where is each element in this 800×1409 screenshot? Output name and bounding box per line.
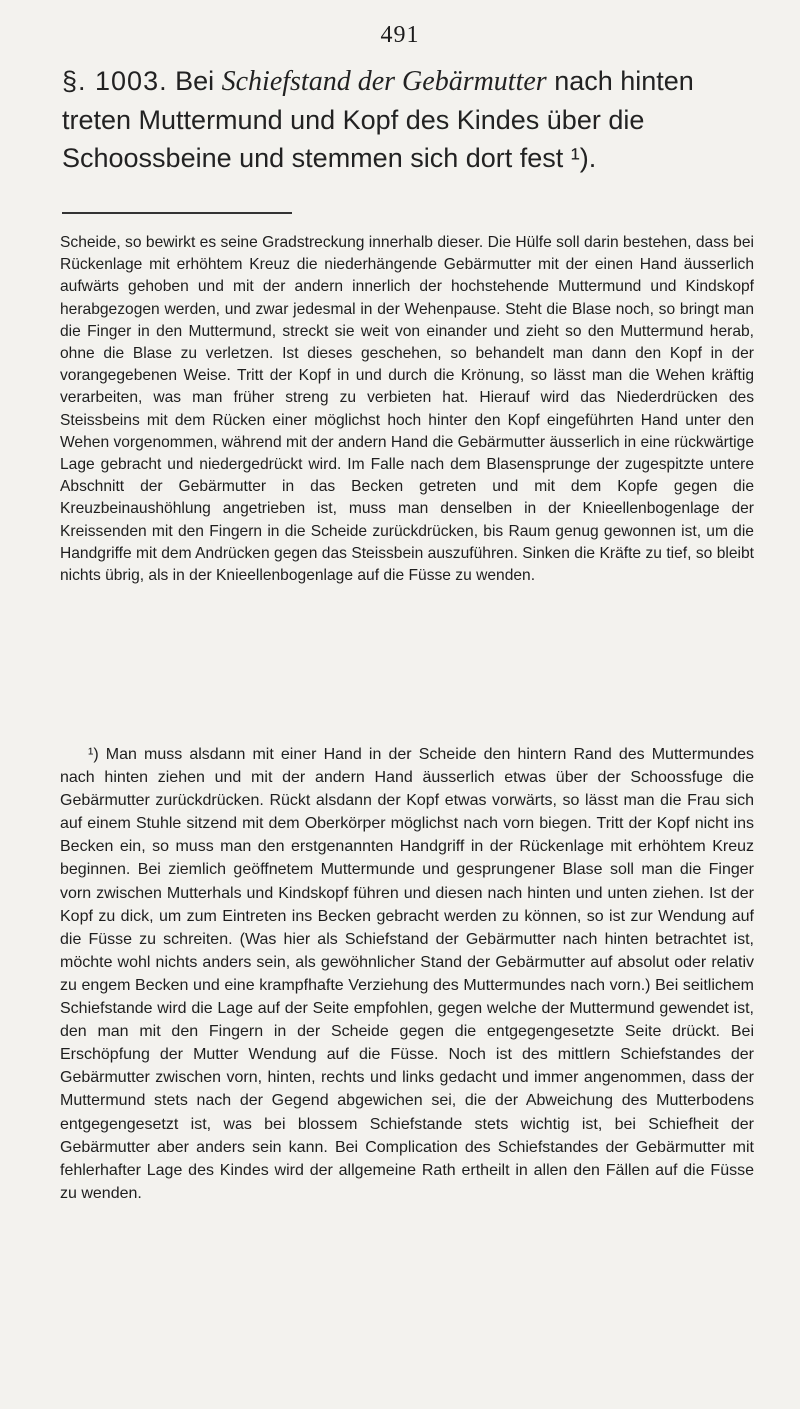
body-paragraph: Scheide, so bewirkt es seine Gradstreckung innerhalb dieser. Die Hülfe soll darin bestehen, dass bei Rückenlage mit erhöhtem Kreuz die niederhängende Gebärmutter mit der einen Hand äusserlich aufwärts gehoben und mit der andern innerlich der hochstehende Muttermund und Kindskopf herabgezogen werden, und zwar jedesmal in der Wehenpause. Steht die Blase noch, so bringt man die Finger in den Muttermund, streckt sie weit von einander und zieht so den Muttermund herab, ohne die Blase zu verletzen. Ist dieses geschehen, so behandelt man dann den Kopf in der vorangegebenen Weise. Tritt der Kopf in und durch die Krönung, so lässt man die Wehen kräftig verarbeiten, was man früher streng zu verbieten hat. Hierauf wird das Niederdrücken des Steissbeins mit dem Rücken einer möglichst hoch hinter den Kopf eingeführten Hand unter den Wehen vorgenommen, während mit der andern Hand die Gebärmutter äusserlich in eine rückwärtige Lage gebracht und niedergedrückt wird. Im Falle nach dem Blasensprunge der zugespitzte untere Abschnitt der Gebärmutter in das Becken getreten und mit dem Kopfe gegen die Kreuzbeinaushöhlung angetrieben ist, muss man denselben in der Knieellenbogenlage der Kreissenden mit den Fingern in die Scheide zurückdrücken, bis Raum genug gewonnen ist, um die Handgriffe mit dem Andrücken gegen das Steissbein auszuführen. Sinken die Kräfte zu tief, so bleibt nichts übrig, als in der Knieellenbogenlage auf die Füsse zu wenden. xyxy=(60,234,754,585)
heading-text-pre: Bei xyxy=(167,66,222,96)
section-number: §. 1003. xyxy=(62,66,168,96)
section-divider xyxy=(62,212,292,214)
section-heading xyxy=(62,62,752,177)
heading-text-post: nach hinten treten Muttermund und Kopf des Kindes über die Schoossbeine und stemmen sich dort fest xyxy=(62,66,694,173)
footnote-text: Man muss alsdann mit einer Hand in der Scheide den hintern Rand des Muttermundes nach hinten ziehen und mit der andern Hand äusserlich etwas über der Schoossfuge die Gebärmutter zurückdrücken. Rückt alsdann der Kopf etwas vorwärts, so lässt man die Frau sich auf einem Stuhle sitzend mit dem Oberkörper möglichst nach vorn biegen. Tritt der Kopf nicht ins Becken ein, so muss man den erstgenannten Handgriff in der Rückenlage mit erhöhtem Kreuz beginnen. Bei ziemlich geöffnetem Muttermunde und gesprungener Blase soll man die Finger vorn zwischen Mutterhals und Kindskopf führen und diesen nach hinten und unten ziehen. Ist der Kopf zu dick, um zum Eintreten ins Becken gebracht werden zu können, so ist zur Wendung auf die Füsse zu schreiten. (Was hier als Schiefstand der Gebärmutter nach hinten betrachtet ist, möchte wohl nichts anders sein, als gewöhnlicher Stand der Gebärmutter auf absolut oder relativ zu engem Becken und eine krampfhafte Verziehung des Muttermundes nach vorn.) Bei seitlichem Schiefstande wird die Lage auf der Seite empfohlen, gegen welche der Muttermund gewendet ist, den man mit den Fingern in der Scheide gegen die entgegengesetzte Seite drückt. Bei Erschöpfung der Mutter Wendung auf die Füsse. Noch ist des mittlern Schiefstandes der Gebärmutter zwischen vorn, hinten, rechts und links gedacht und immer angenommen, dass der Muttermund stets nach der Gegend abgewichen sei, die der Abweichung des Mutterbodens entgegengesetzt ist, was bei blossem Schiefstande stets wichtig ist, bei Schiefheit der Gebärmutter aber anders sein kann. Bei Complication des Schiefstandes der Gebärmutter mit fehlerhafter Lage des Kindes wird der allgemeine Rath ertheilt in allen den Fällen auf die Füsse zu wenden. xyxy=(60,746,754,1202)
heading-footnote-mark: ¹). xyxy=(570,143,597,173)
footnote-mark: ¹) xyxy=(88,746,99,763)
heading-italic-term: Schiefstand der Gebärmutter xyxy=(221,66,547,97)
page-number: 491 xyxy=(380,22,420,48)
footnote xyxy=(60,743,754,1205)
